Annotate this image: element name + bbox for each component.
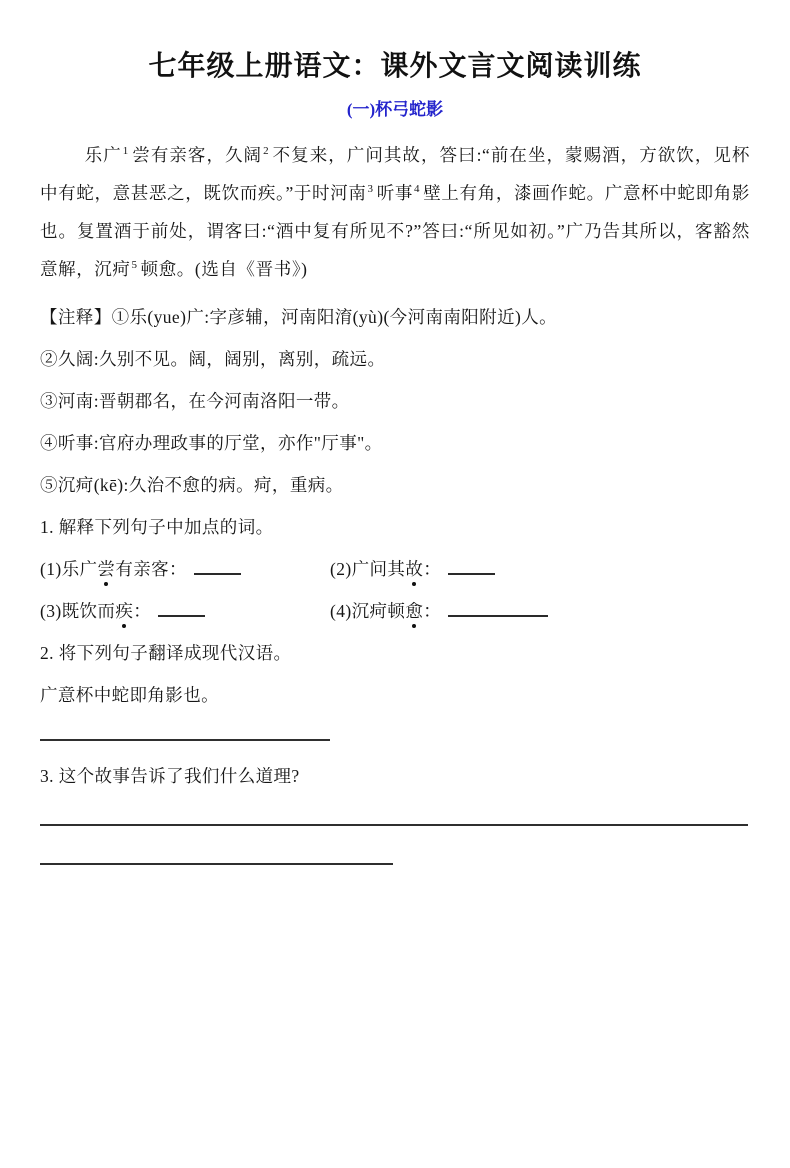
- answer-blank: [158, 601, 205, 617]
- passage-segment: 顿愈。(选自《晋书》): [140, 259, 308, 279]
- question-1-item-3: [40, 600, 330, 622]
- footnote-ref-3: 3: [367, 183, 374, 196]
- question-2-label: 2. 将下列句子翻译成现代汉语。: [40, 643, 292, 663]
- passage-segment: 壁上有角，漆画作蛇。广意杯中蛇即角影也。复置酒于前处，谓客曰:“酒中复有所见不?”答曰:“所见如初。”广乃告其所以，客豁然意解，沉疴: [40, 183, 750, 279]
- worksheet-page: [0, 50, 790, 1168]
- answer-blank: [448, 559, 495, 575]
- answer-line: [40, 863, 393, 865]
- answer-blank: [194, 559, 241, 575]
- item-text: (2)广问其: [330, 559, 406, 579]
- answer-blank: [448, 601, 548, 617]
- footnote-ref-5: 5: [131, 259, 138, 272]
- section-subtitle: (一)杯弓蛇影: [346, 100, 444, 119]
- item-text: (4)沉疴顿: [330, 601, 406, 621]
- dotted-char: 尝: [97, 559, 116, 579]
- item-text: ：: [423, 601, 442, 621]
- item-text: 有亲客：: [115, 559, 187, 579]
- passage-text: [40, 136, 750, 288]
- dotted-char: 愈: [405, 601, 424, 621]
- question-1-row-1: [40, 558, 750, 580]
- question-1-item-1: [40, 558, 330, 580]
- notes-section: [40, 306, 750, 496]
- note-5: ⑤沉疴(kē):久治不愈的病。疴，重病。: [40, 475, 344, 495]
- question-1-item-2: [330, 558, 750, 580]
- question-1-item-4: [330, 600, 750, 622]
- question-1-label: 1. 解释下列句子中加点的词。: [40, 517, 274, 537]
- page-title: 七年级上册语文：课外文言文阅读训练: [148, 51, 642, 82]
- dotted-char: 故: [405, 559, 424, 579]
- answer-line: [40, 739, 330, 741]
- item-text: ：: [423, 559, 442, 579]
- item-text: (1)乐广: [40, 559, 98, 579]
- questions-section: [40, 516, 750, 865]
- passage-segment: 听事: [376, 183, 414, 203]
- note-2: ②久阔:久别不见。阔，阔别，离别，疏远。: [40, 349, 386, 369]
- question-3-label: 3. 这个故事告诉了我们什么道理?: [40, 766, 300, 786]
- question-1-row-2: [40, 600, 750, 622]
- passage-segment: 不复来，广问其故，答曰:“前在坐，蒙赐酒，方欲饮，见杯中有蛇，意甚恶之，既饮而疾。”于时河南: [40, 145, 751, 203]
- passage-segment: 尝有亲客，久阔: [131, 145, 263, 165]
- note-4: ④听事:官府办理政事的厅堂，亦作"厅事"。: [40, 433, 383, 453]
- item-text: (3)既饮而: [40, 601, 116, 621]
- note-3: ③河南:晋朝郡名，在今河南洛阳一带。: [40, 391, 350, 411]
- passage-segment: 乐广: [84, 145, 122, 165]
- answer-line: [40, 824, 748, 826]
- item-text: ：: [133, 601, 152, 621]
- footnote-ref-1: 1: [122, 145, 129, 158]
- footnote-ref-2: 2: [263, 145, 270, 158]
- dotted-char: 疾: [115, 601, 134, 621]
- question-2-sentence: 广意杯中蛇即角影也。: [40, 685, 219, 705]
- note-1: 【注释】①乐(yue)广:字彦辅，河南阳淯(yù)(今河南南阳附近)人。: [40, 307, 557, 327]
- footnote-ref-4: 4: [414, 183, 421, 196]
